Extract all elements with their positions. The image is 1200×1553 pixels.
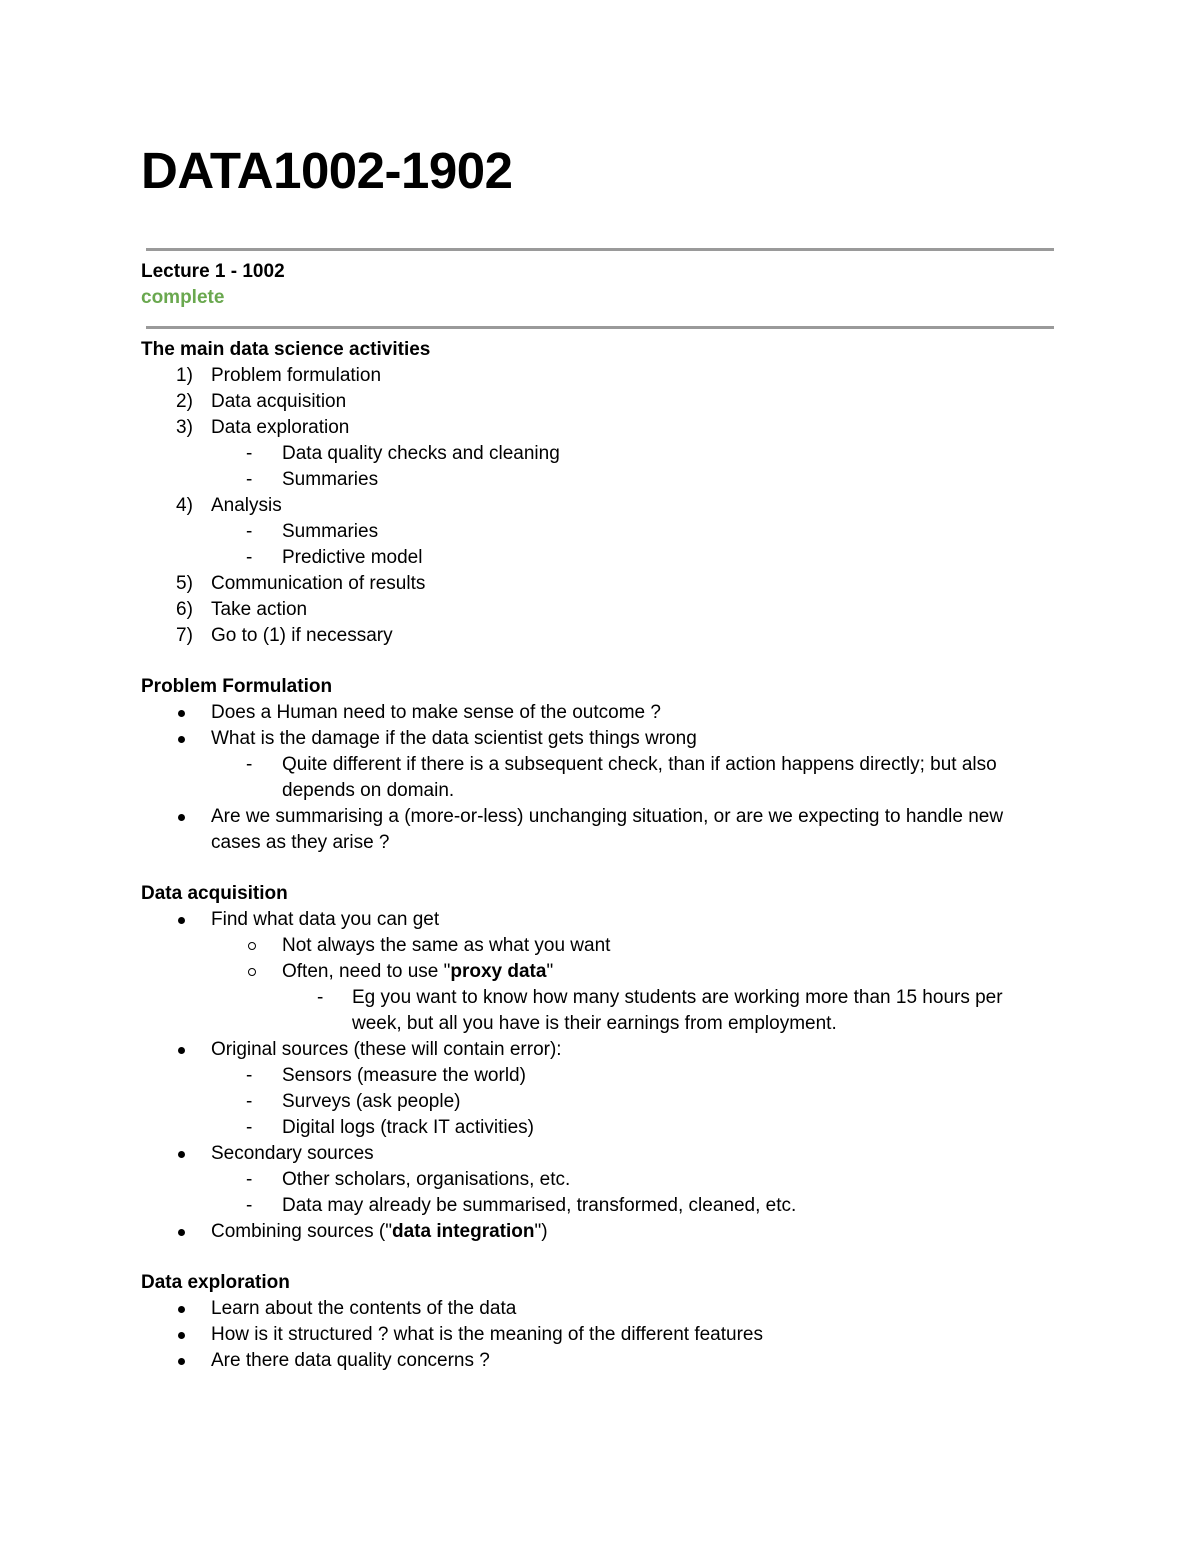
hollow-bullet-icon (248, 942, 256, 950)
list-number: 2) (176, 391, 193, 412)
list-subitem: Sensors (measure the world) (282, 1065, 526, 1086)
document-title: DATA1002-1902 (141, 142, 513, 199)
list-item: Original sources (these will contain error): (211, 1039, 562, 1060)
list-number: 5) (176, 573, 193, 594)
dash-marker: - (246, 521, 253, 542)
list-item: Learn about the contents of the data (211, 1298, 517, 1319)
list-item: Data exploration (211, 417, 350, 438)
section-heading: The main data science activities (141, 339, 431, 360)
list-item: Are there data quality concerns ? (211, 1350, 490, 1371)
hollow-bullet-icon (248, 968, 256, 976)
horizontal-rule (146, 248, 1054, 251)
dash-marker: - (246, 1195, 253, 1216)
dash-marker: - (246, 1091, 253, 1112)
bullet-icon (178, 814, 185, 821)
bullet-icon (178, 1332, 185, 1339)
list-item: Find what data you can get (211, 909, 440, 930)
list-subitem: Predictive model (282, 547, 423, 568)
list-item (211, 1219, 548, 1245)
list-subsubitem-continued: week, but all you have is their earnings from employment. (352, 1013, 837, 1034)
dash-marker: - (246, 1065, 253, 1086)
dash-marker: - (246, 1169, 253, 1190)
text-run: Often, need to use " (282, 961, 451, 982)
list-item: Communication of results (211, 573, 426, 594)
list-subitem-continued: depends on domain. (282, 780, 455, 801)
dash-marker: - (246, 547, 253, 568)
list-item: Problem formulation (211, 365, 382, 386)
horizontal-rule (146, 326, 1054, 329)
section-heading: Problem Formulation (141, 676, 333, 697)
bullet-icon (178, 1229, 185, 1236)
bullet-icon (178, 736, 185, 743)
bold-term: data integration (391, 1221, 535, 1242)
text-run: " (546, 961, 554, 982)
list-subitem: Surveys (ask people) (282, 1091, 461, 1112)
bullet-icon (178, 917, 185, 924)
section-heading: Data exploration (141, 1272, 290, 1293)
bullet-icon (178, 1306, 185, 1313)
list-subitem: Digital logs (track IT activities) (282, 1117, 534, 1138)
list-item: Go to (1) if necessary (211, 625, 393, 646)
bullet-icon (178, 1358, 185, 1365)
list-subsubitem: Eg you want to know how many students are working more than 15 hours per (352, 987, 1003, 1008)
dash-marker: - (246, 443, 253, 464)
list-item: Analysis (211, 495, 282, 516)
bullet-icon (178, 1151, 185, 1158)
bullet-icon (178, 710, 185, 717)
list-number: 6) (176, 599, 193, 620)
list-item: Are we summarising a (more-or-less) unchanging situation, or are we expecting to handle new (211, 806, 1004, 827)
list-subitem: Summaries (282, 469, 379, 490)
list-number: 1) (176, 365, 193, 386)
status-label: complete (141, 287, 225, 308)
list-subitem: Other scholars, organisations, etc. (282, 1169, 571, 1190)
list-subitem: Data quality checks and cleaning (282, 443, 560, 464)
list-item: Secondary sources (211, 1143, 374, 1164)
list-item: Does a Human need to make sense of the outcome ? (211, 702, 661, 723)
list-number: 3) (176, 417, 193, 438)
dash-marker: - (317, 987, 324, 1008)
list-subitem: Quite different if there is a subsequent check, than if action happens directly; but also (282, 754, 997, 775)
list-subitem: Summaries (282, 521, 379, 542)
list-item: Data acquisition (211, 391, 347, 412)
text-run: Combining sources (" (211, 1221, 392, 1242)
list-item-continued: cases as they arise ? (211, 832, 390, 853)
dash-marker: - (246, 754, 253, 775)
text-run: ") (534, 1221, 548, 1242)
list-item: What is the damage if the data scientist gets things wrong (211, 728, 697, 749)
list-item: How is it structured ? what is the meaning of the different features (211, 1324, 763, 1345)
list-item: Take action (211, 599, 308, 620)
bullet-icon (178, 1047, 185, 1054)
lecture-heading: Lecture 1 - 1002 (141, 261, 285, 282)
list-number: 4) (176, 495, 193, 516)
list-subitem: Data may already be summarised, transformed, cleaned, etc. (282, 1195, 797, 1216)
list-subitem: Not always the same as what you want (282, 935, 611, 956)
section-heading: Data acquisition (141, 883, 288, 904)
list-number: 7) (176, 625, 193, 646)
list-subitem (282, 959, 553, 985)
dash-marker: - (246, 469, 253, 490)
dash-marker: - (246, 1117, 253, 1138)
bold-term: proxy data (450, 961, 547, 982)
